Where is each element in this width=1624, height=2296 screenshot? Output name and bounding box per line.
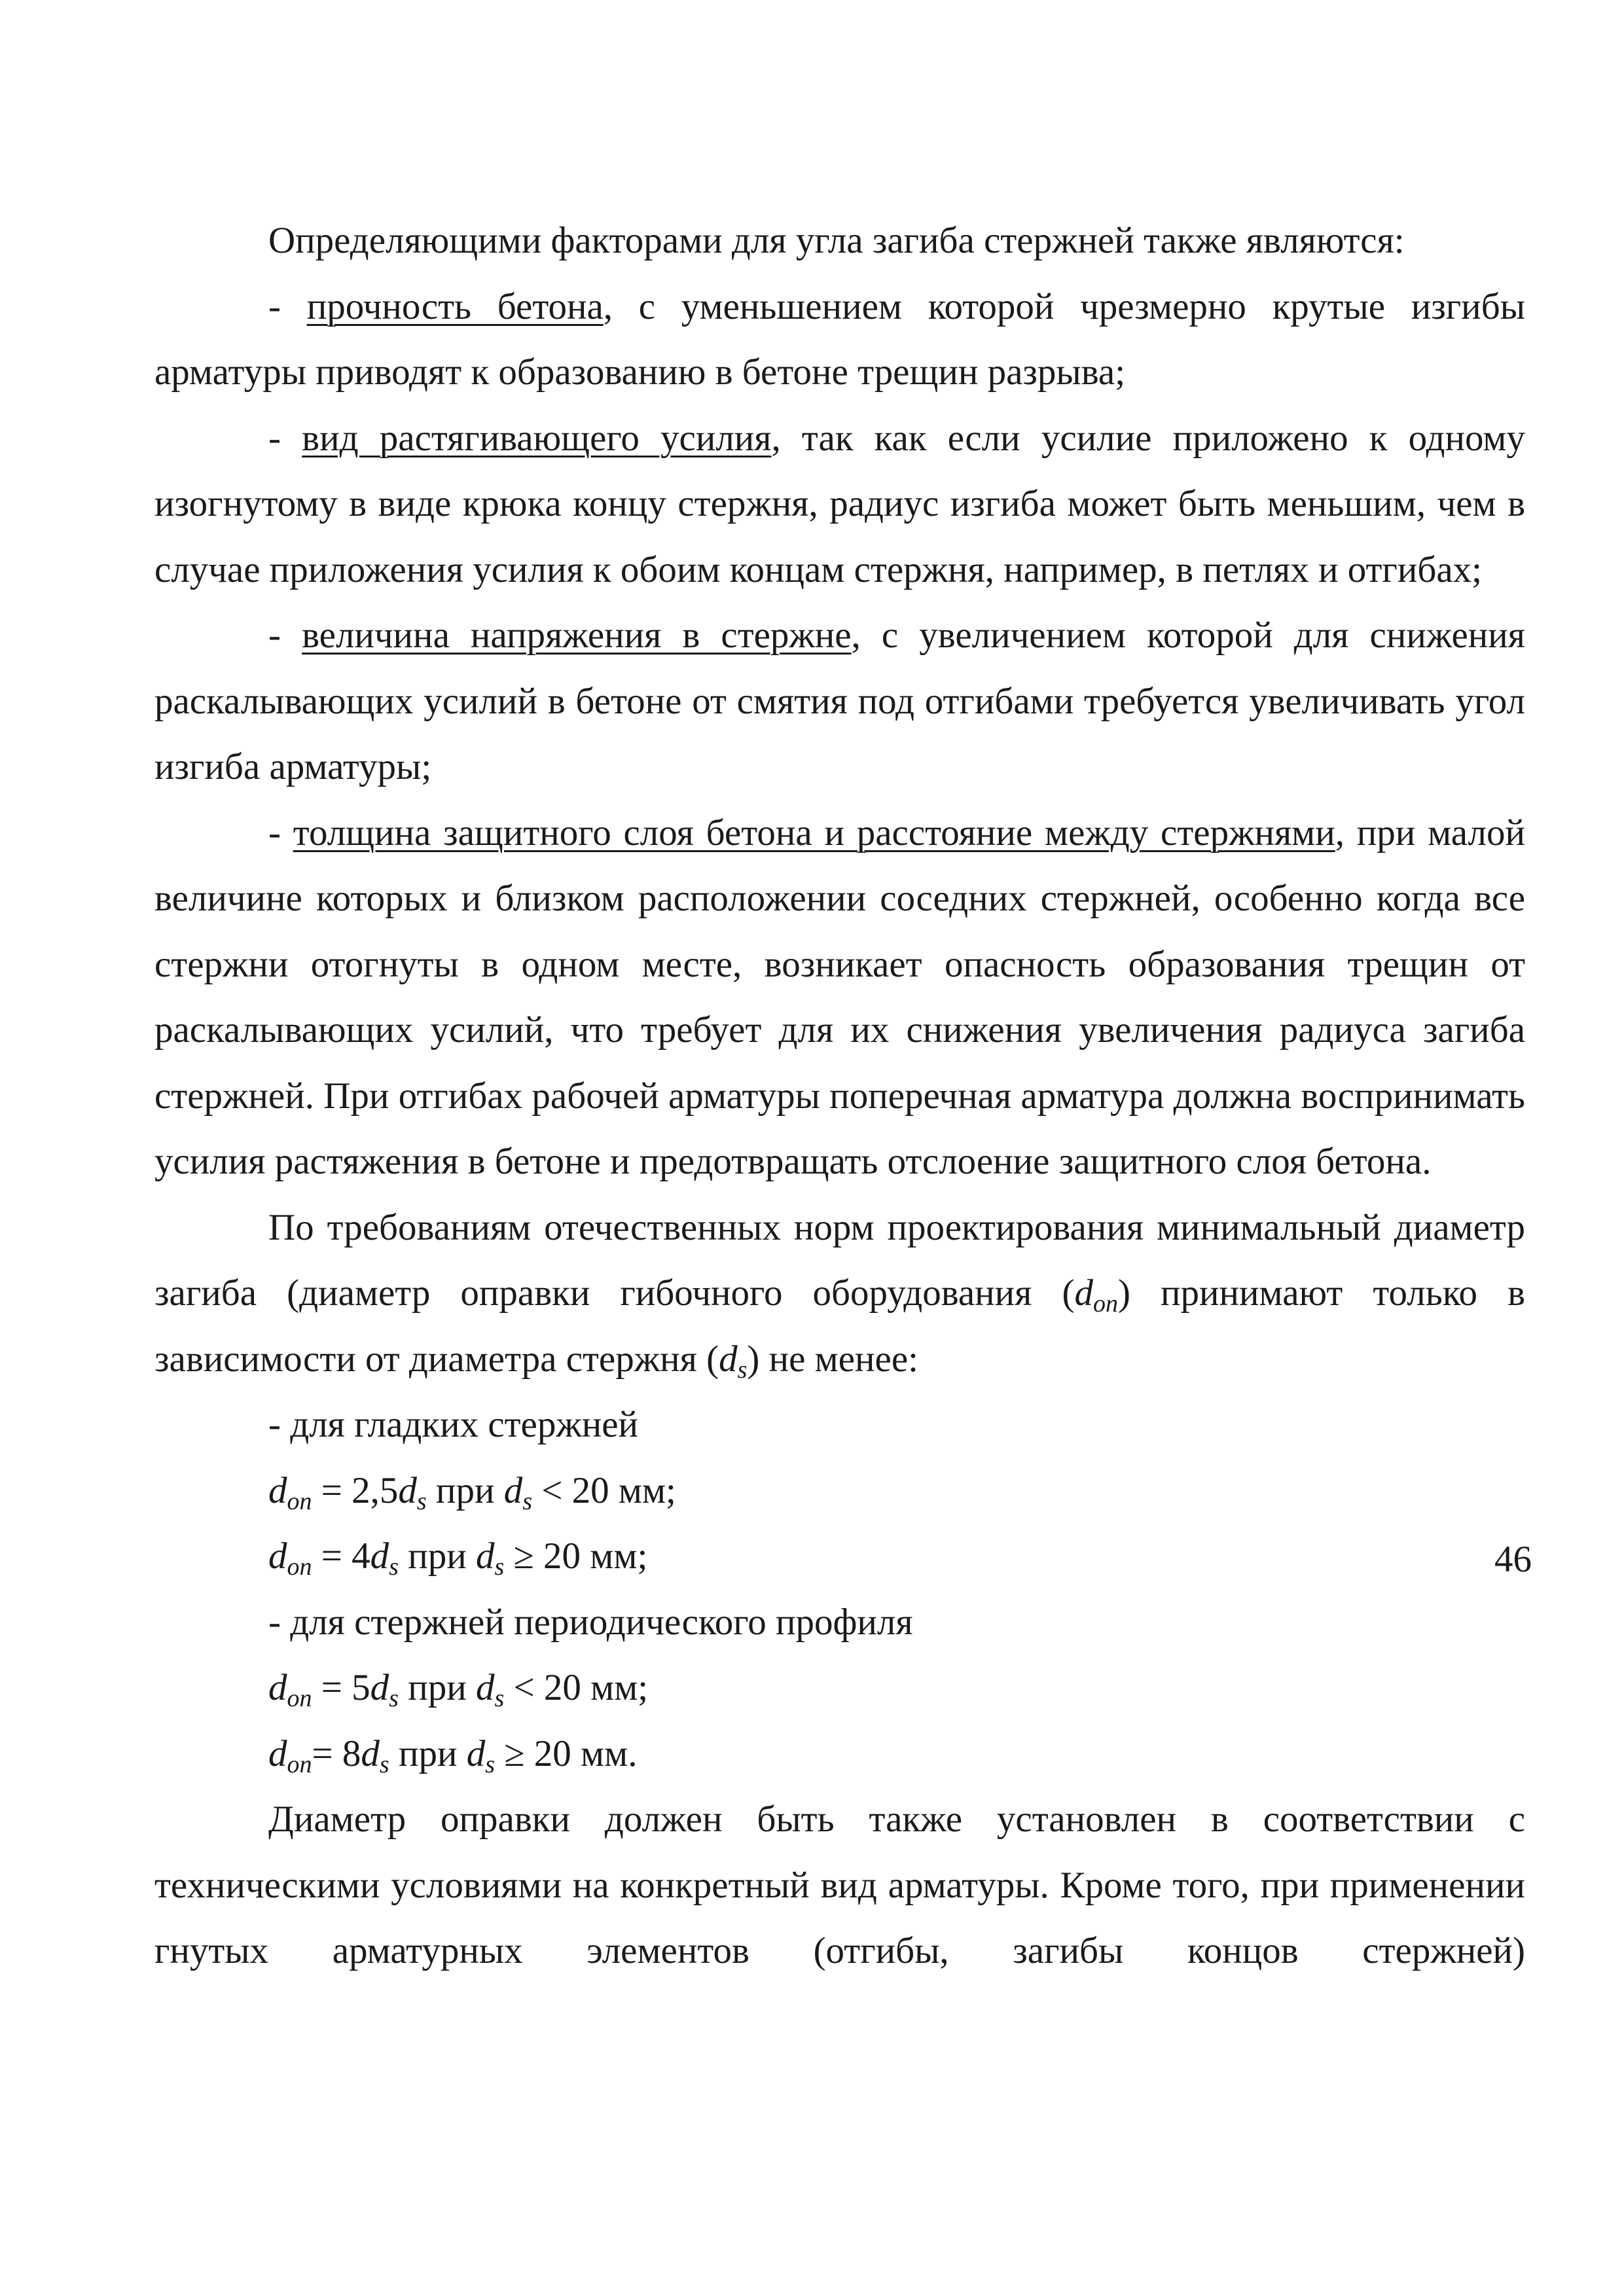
factor-stress-magnitude: - величина напряжения в стержне, с увеличением которой для снижения раскалывающих усилий в бетоне от смятия под отгибами требуется увеличивать угол изгиба арматуры; xyxy=(154,615,1526,787)
factor-term: вид растягивающего усилия xyxy=(302,417,772,459)
formula-smooth-small: $d_{оп} = 2,5d_s$ при $d_s < 20$ мм; xyxy=(268,1469,676,1515)
factor-tension-type: - вид растягивающего усилия, так как если усилие приложено к одному изогнутому в виде крюка концу стержня, радиус изгиба может быть меньшим, чем в случае приложения усилия к обоим концам стержня, например, в петлях и отгибах; xyxy=(154,417,1525,590)
formula-periodic-small: $d_{оп} = 5d_s$ при $d_s < 20$ мм; xyxy=(268,1667,649,1712)
factor-concrete-strength: - прочность бетона, с уменьшением которой чрезмерно крутые изгибы арматуры приводят к образованию в бетоне трещин разрыва; xyxy=(154,285,1525,393)
factor-term: прочность бетона xyxy=(306,285,604,327)
document-body xyxy=(154,208,1525,1984)
page-number: 46 xyxy=(1494,1539,1532,1580)
symbol-d-on: $d_{оп}$ xyxy=(1074,1272,1118,1318)
symbol-d-s: $d_s$ xyxy=(719,1338,748,1384)
norms-paragraph: По требованиям отечественных норм проектирования минимальный диаметр загиба (диаметр оправки гибочного оборудования $(d_{оп})$ принимают только в зависимости от диаметра стержня $(d_s)$ не менее: xyxy=(154,1206,1525,1384)
factor-cover-thickness: - толщина защитного слоя бетона и расстояние между стержнями, при малой величине которых и близком расположении соседних стержней, особенно когда все стержни отогнуты в одном месте, возникает опасность образования трещин от раскалывающих усилий, что требует для их снижения увеличения радиуса загиба стержней. При отгибах рабочей арматуры поперечная арматура должна воспринимать усилия растяжения в бетоне и предотвращать отслоение защитного слоя бетона. xyxy=(154,812,1526,1182)
closing-paragraph: Диаметр оправки должен быть также установлен в соответствии с техническими условиями на конкретный вид арматуры. Кроме того, при применении гнутых арматурных элементов (отгибы, загибы концов стержней) xyxy=(154,1799,1525,1971)
periodic-bars-label: - для стержней периодического профиля xyxy=(268,1601,913,1643)
factor-term: величина напряжения в стержне xyxy=(302,615,852,656)
formula-smooth-large: $d_{оп} = 4d_s$ при $d_s \ge 20$ мм; xyxy=(268,1535,648,1581)
smooth-bars-label: - для гладких стержней xyxy=(268,1404,639,1445)
factor-term: толщина защитного слоя бетона и расстояние между стержнями xyxy=(293,812,1335,853)
formula-periodic-large: $d_{оп}= 8d_s$ при $d_s \ge 20$ мм. xyxy=(268,1732,638,1778)
intro-paragraph: Определяющими факторами для угла загиба стержней также являются: xyxy=(268,220,1405,261)
